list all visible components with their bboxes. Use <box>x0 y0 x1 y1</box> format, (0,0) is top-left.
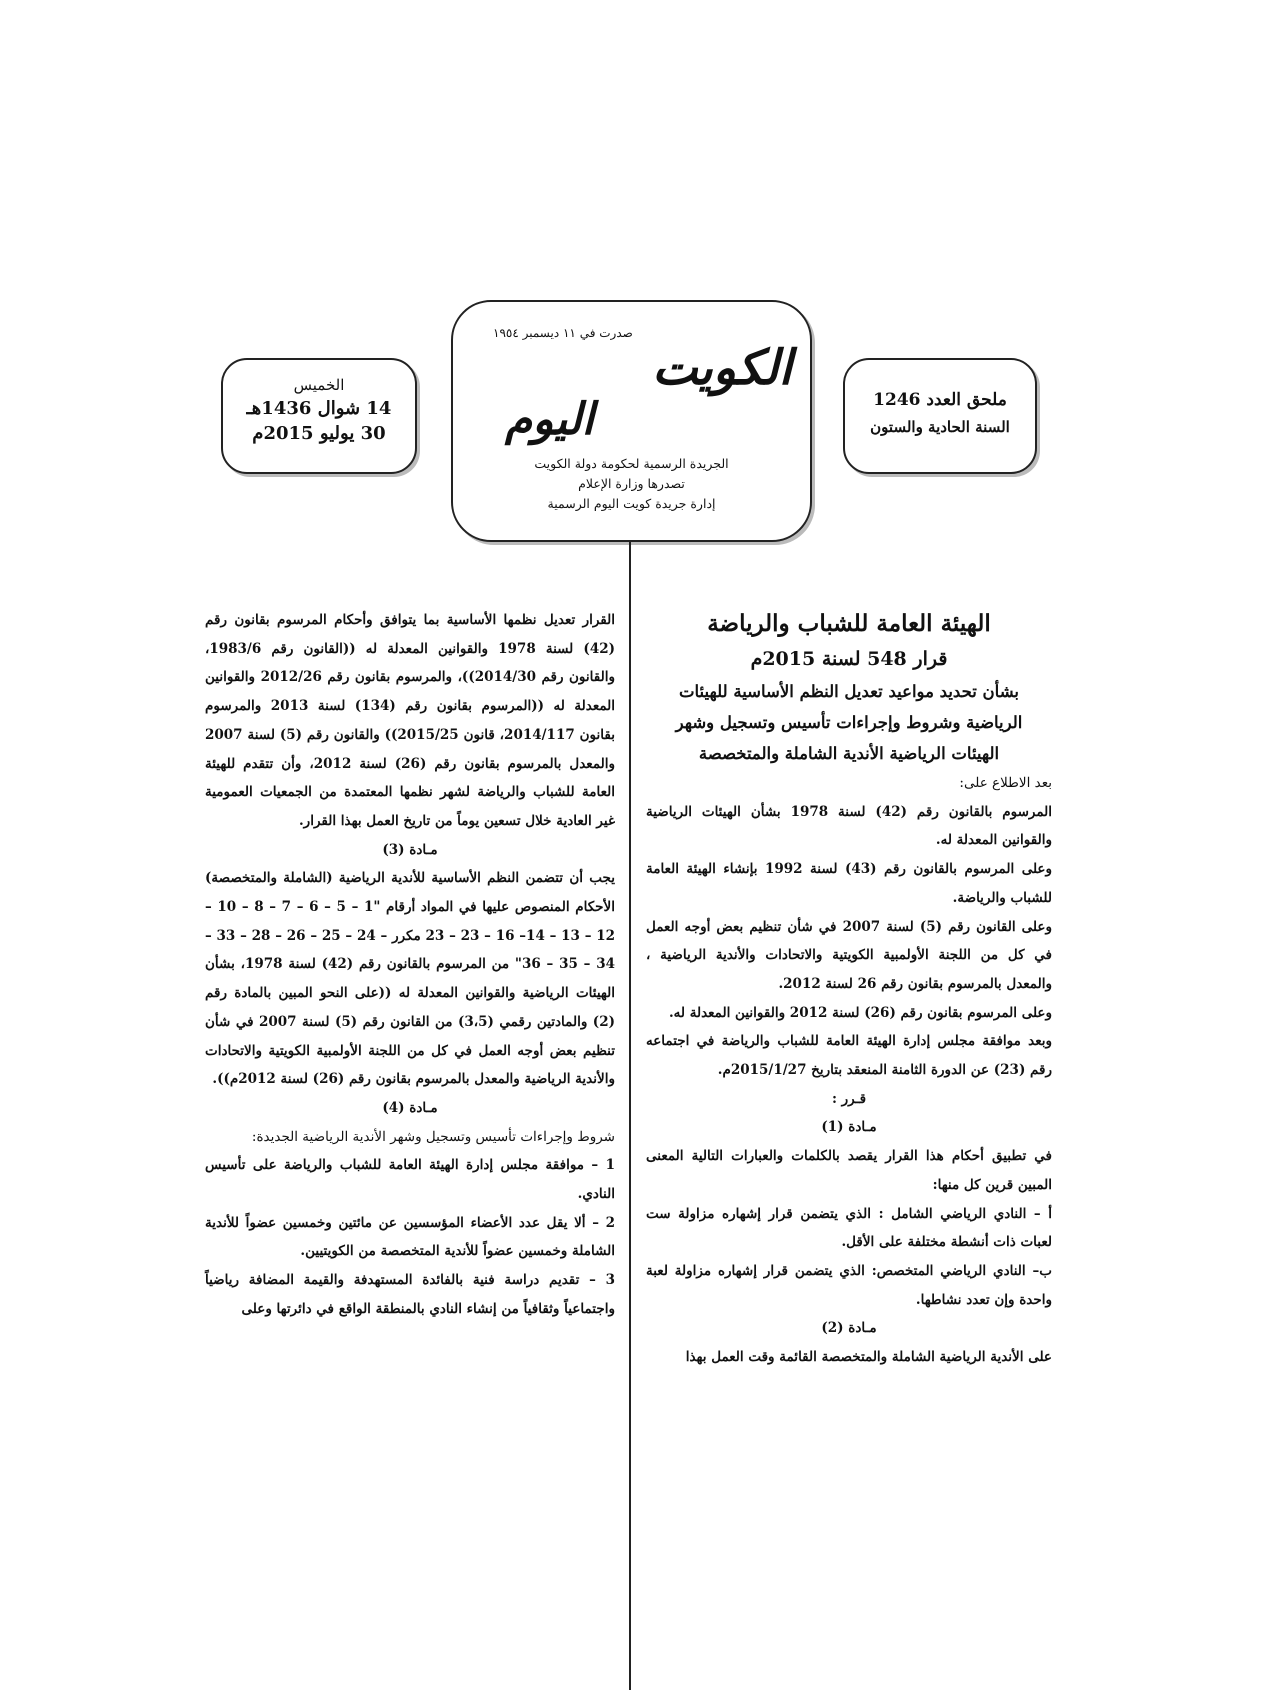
masthead-title-today: اليوم <box>505 394 594 445</box>
column-divider <box>629 540 631 1690</box>
article-title: مـادة (2) <box>821 1320 877 1337</box>
list-item: 3 – تقديم دراسة فنية بالفائدة المستهدفة والقيمة المضافة رياضياً واجتماعياً وثقافياً من إنشاء النادي بالمنطقة الواقع في دائرتها وعلى <box>205 1272 615 1317</box>
gregorian-date: 30 يوليو 2015م <box>252 423 386 444</box>
decree-number: قرار 548 لسنة 2015م <box>750 648 948 670</box>
issue-year: السنة الحادية والستون <box>870 418 1010 436</box>
masthead <box>451 300 812 542</box>
decree-subject: الهيئات الرياضية الأندية الشاملة والمتخصصة <box>698 744 1000 763</box>
issue-box <box>843 358 1037 474</box>
article-title: مـادة (1) <box>821 1119 877 1136</box>
masthead-title-kuwait: الكويت <box>652 340 792 396</box>
paragraph: ب– النادي الرياضي المتخصص: الذي يتضمن قرار إشهاره مزاولة لعبة واحدة وإن تعدد نشاطها. <box>646 1262 1052 1308</box>
article-title: مـادة (4) <box>382 1099 438 1116</box>
list-item: 2 – ألا يقل عدد الأعضاء المؤسسين عن مائتين وخمسين عضواً للأندية الشاملة وخمسين عضواً للأندية المتخصصة من الكويتيين. <box>205 1214 615 1260</box>
list-item: 1 – موافقة مجلس إدارة الهيئة العامة للشباب والرياضة على تأسيس النادي. <box>205 1157 615 1203</box>
decree-subject: الرياضية وشروط وإجراءات تأسيس وتسجيل وشهر <box>675 713 1023 732</box>
paragraph: يجب أن تتضمن النظم الأساسية للأندية الرياضية (الشاملة والمتخصصة) الأحكام المنصوص عليها في المواد أرقام "1 – 5 – 6 – 7 – 8 – 10 –12 – 13 – 14– 16 – 23 – 23 مكرر – 24 – 25 – 26 – 28 – 33 – 34 – 35 – 36" من المرسوم بالقانون رقم (42) لسنة 1978، بشأن الهيئات الرياضية والقوانين المعدلة له ((على النحو المبين بالمادة رقم (2) والمادتين رقمي (3،5) من القانون رقم (5) لسنة 2007 في شأن تنظيم بعض أوجه العمل في كل من اللجنة الأولمبية الكويتية والاتحادات والأندية الرياضية والمعدل بالمرسوم بقانون رقم (26) لسنة 2012م)). <box>205 870 616 1088</box>
issue-number: ملحق العدد 1246 <box>873 390 1007 410</box>
preamble: بعد الاطلاع على: <box>959 775 1052 791</box>
paragraph: وعلى القانون رقم (5) لسنة 2007 في شأن تنظيم بعض أوجه العمل في كل من اللجنة الأولمبية الكويتية والاتحادات والأندية الرياضية ، والمعدل بالمرسوم بقانون رقم 26 لسنة 2012. <box>646 918 1052 992</box>
weekday: الخميس <box>293 376 345 394</box>
founded-date: صدرت في ١١ ديسمبر ١٩٥٤ <box>493 326 633 340</box>
paragraph: المرسوم بالقانون رقم (42) لسنة 1978 بشأن الهيئات الرياضية والقوانين المعدلة له. <box>646 803 1052 849</box>
paragraph: أ – النادي الرياضي الشامل : الذي يتضمن قرار إشهاره مزاولة ست لعبات ذات أنشطة مختلفة على الأقل. <box>646 1205 1052 1251</box>
masthead-subtitle-line: تصدرها وزارة الإعلام <box>578 476 685 491</box>
masthead-subtitle-line: الجريدة الرسمية لحكومة دولة الكويت <box>534 456 729 471</box>
authority-title: الهيئة العامة للشباب والرياضة <box>707 610 991 637</box>
paragraph: في تطبيق أحكام هذا القرار يقصد بالكلمات والعبارات التالية المعنى المبين قرين كل منها: <box>646 1148 1052 1193</box>
masthead-subtitle-line: إدارة جريدة كويت اليوم الرسمية <box>547 496 716 511</box>
paragraph: القرار تعديل نظمها الأساسية بما يتوافق وأحكام المرسوم بقانون رقم (42) لسنة 1978 والقوانين المعدلة له ((القانون رقم 1983/6، والقانون رقم 2014/30))، والمرسوم بقانون رقم 2012/26 والقوانين المعدلة له ((المرسوم بقانون رقم (134) لسنة 2013 والمرسوم بقانون 2014/117، قانون 2015/25)) والقانون رقم (5) لسنة 2007 والمعدل بالمرسوم بقانون رقم (26) لسنة 2012، وأن تتقدم للهيئة العامة للشباب والرياضة لشهر نظمها المعتمدة من الجمعيات العمومية غير العادية خلال تسعين يوماً من تاريخ العمل بهذا القرار. <box>205 612 616 829</box>
paragraph: وبعد موافقة مجلس إدارة الهيئة العامة للشباب والرياضة في اجتماعه رقم (23) عن الدورة الثامنة المنعقد بتاريخ 2015/1/27م. <box>646 1033 1052 1079</box>
right-column <box>646 606 1052 1372</box>
decided-heading: قـرر : <box>831 1090 867 1107</box>
paragraph: شروط وإجراءات تأسيس وتسجيل وشهر الأندية الرياضية الجديدة: <box>251 1128 615 1145</box>
decree-subject: بشأن تحديد مواعيد تعديل النظم الأساسية للهيئات <box>678 682 1020 701</box>
article-title: مـادة (3) <box>382 841 438 858</box>
left-column <box>205 606 615 1324</box>
date-box <box>221 358 417 474</box>
hijri-date: 14 شوال 1436هـ <box>246 398 392 419</box>
paragraph: على الأندية الرياضية الشاملة والمتخصصة القائمة وقت العمل بهذا <box>685 1349 1052 1366</box>
paragraph: وعلى المرسوم بالقانون رقم (43) لسنة 1992 بإنشاء الهيئة العامة للشباب والرياضة. <box>646 861 1052 906</box>
paragraph: وعلى المرسوم بقانون رقم (26) لسنة 2012 والقوانين المعدلة له. <box>668 1004 1052 1021</box>
masthead-subtitle <box>453 454 810 514</box>
